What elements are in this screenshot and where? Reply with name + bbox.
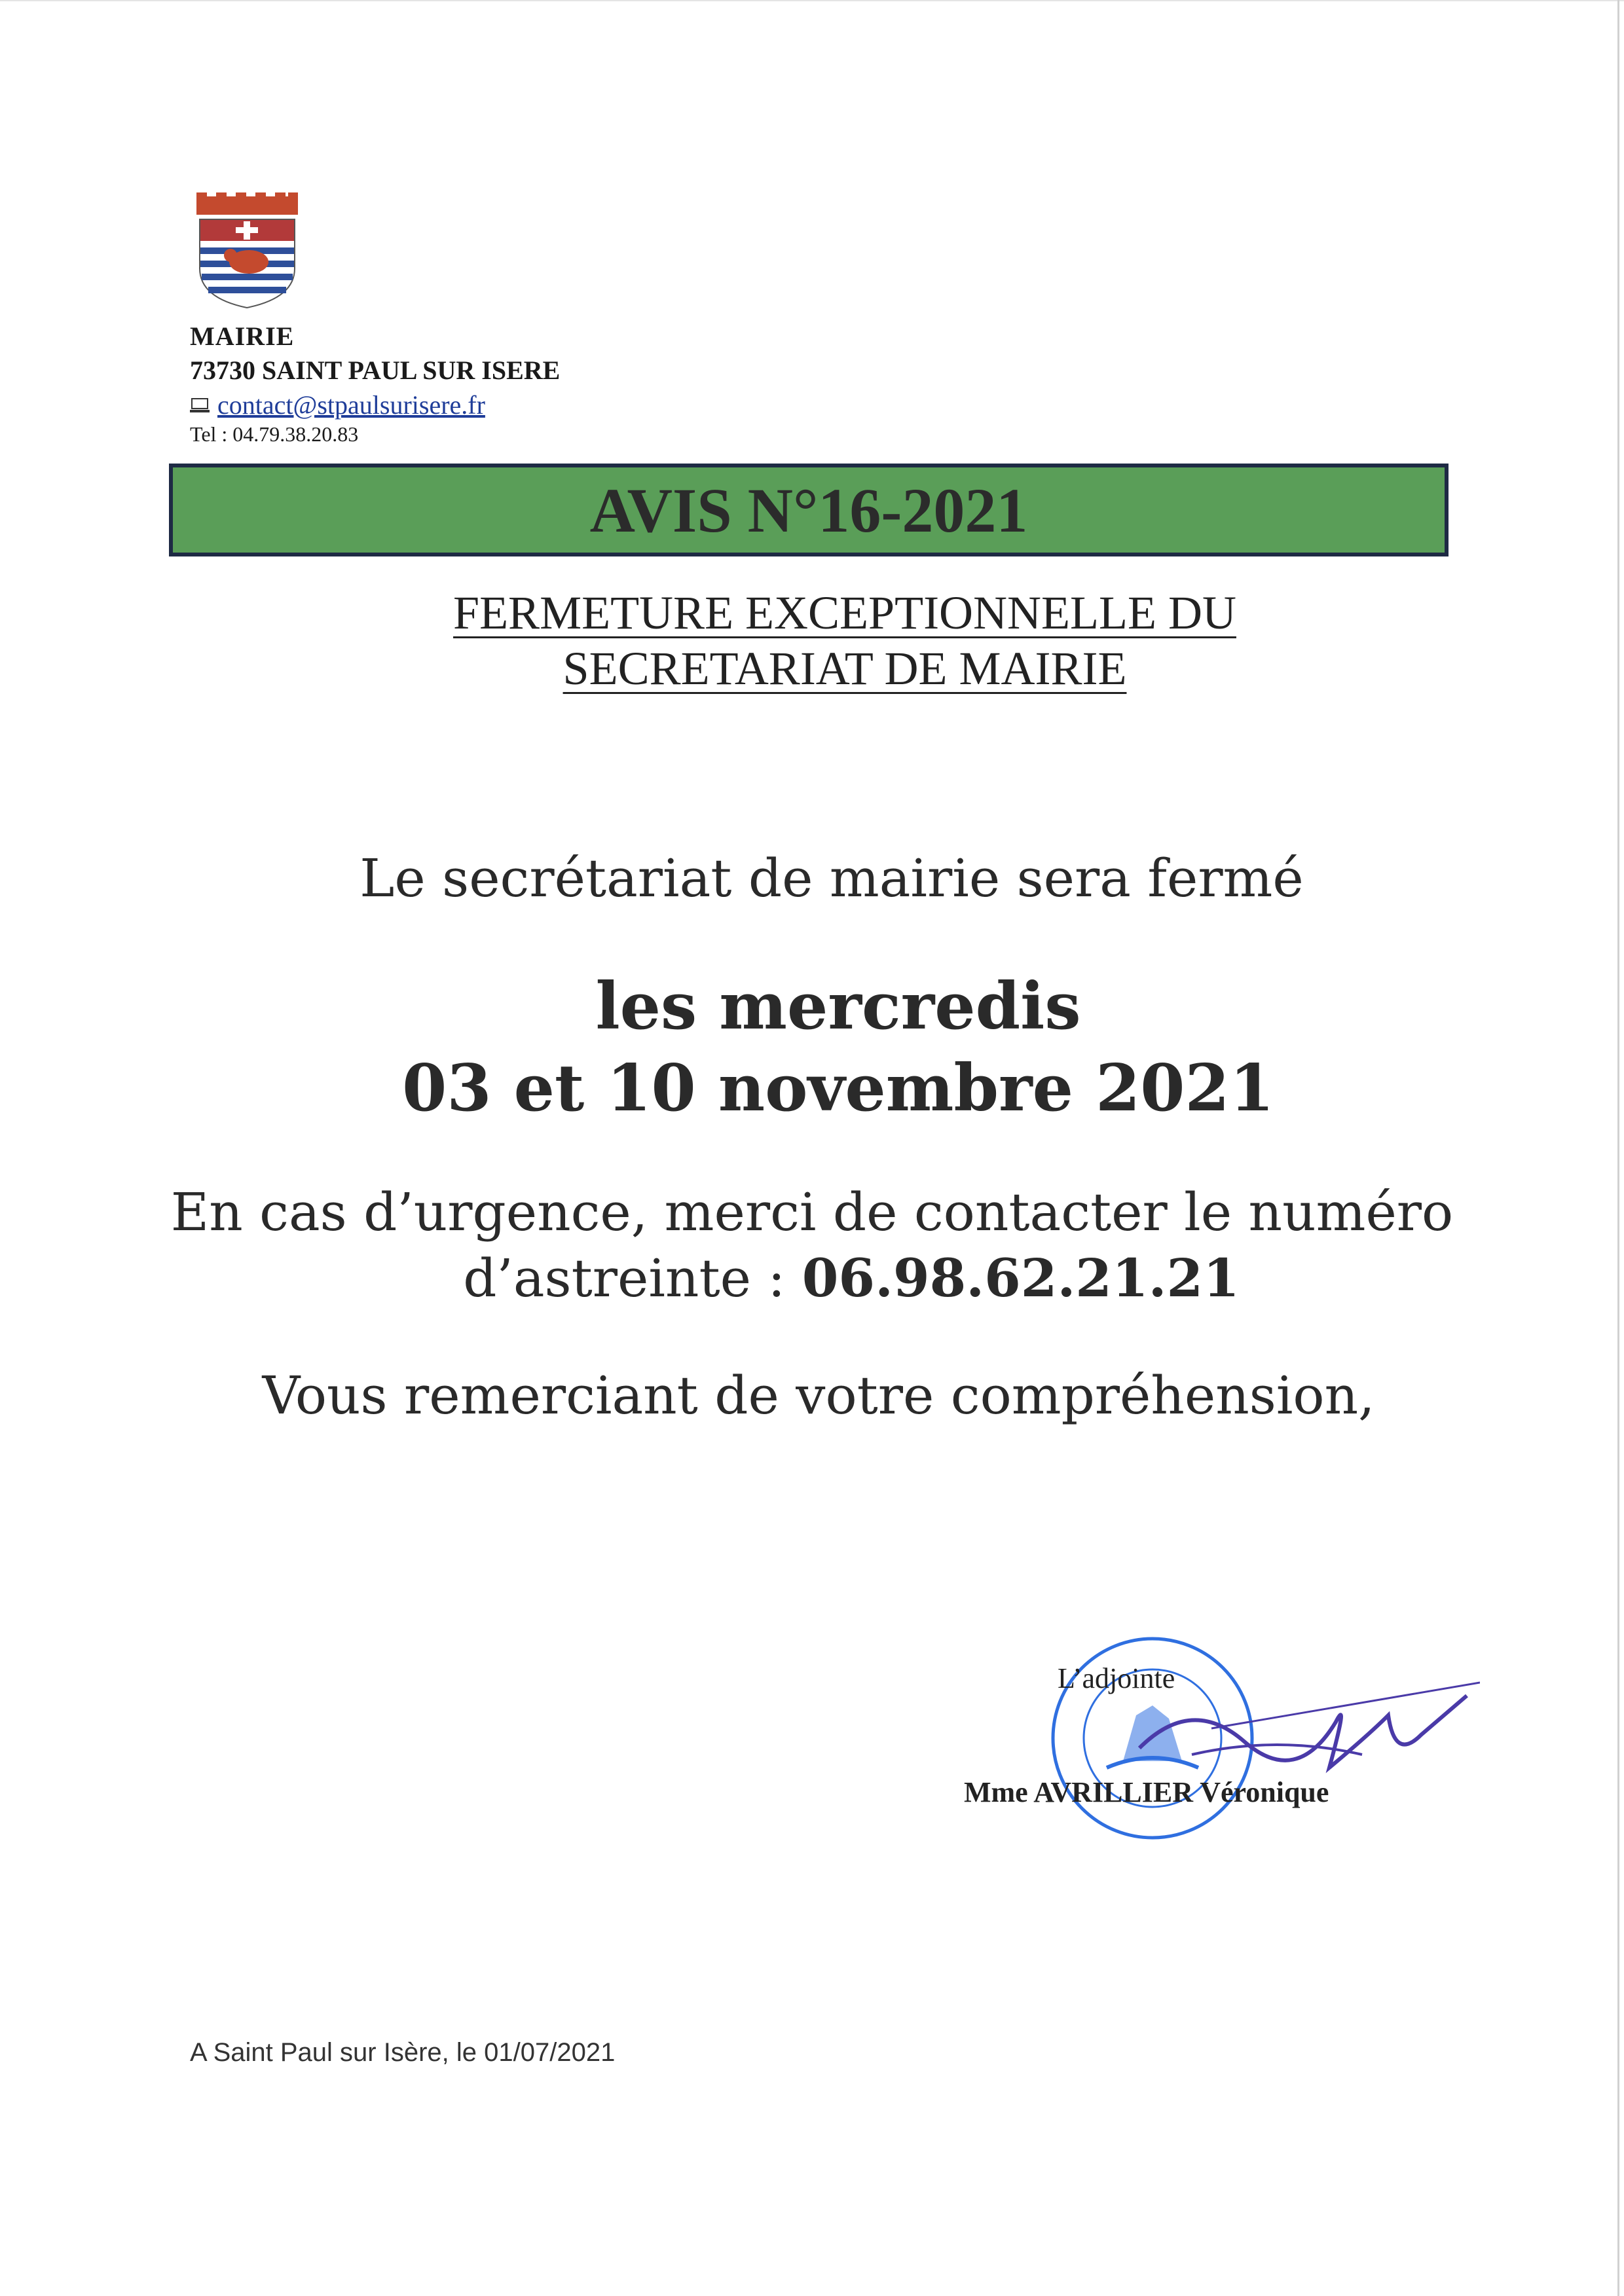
email-link[interactable]: contact@stpaulsurisere.fr <box>217 390 485 420</box>
email-line <box>190 390 485 420</box>
town-hall-label: MAIRIE <box>190 321 295 351</box>
notice-title: AVIS N°16-2021 <box>589 475 1028 545</box>
subtitle-line-1: FERMETURE EXCEPTIONNELLE DU <box>453 587 1236 639</box>
place-and-date: A Saint Paul sur Isère, le 01/07/2021 <box>190 2038 616 2067</box>
signatory-name: Mme AVRILLIER Véronique <box>964 1776 1329 1808</box>
urgency-line-1: En cas d’urgence, merci de contacter le numéro <box>170 1182 1454 1243</box>
phone-line: Tel : 04.79.38.20.83 <box>190 422 359 446</box>
town-address: 73730 SAINT PAUL SUR ISERE <box>190 355 561 385</box>
thanks-line: Vous remerciant de votre compréhension, <box>262 1365 1375 1426</box>
closure-statement: Le secrétariat de mairie sera fermé <box>360 848 1304 909</box>
computer-icon <box>190 397 210 413</box>
scan-edge-top <box>0 0 1624 1</box>
notice-banner <box>169 464 1449 556</box>
subtitle-line-2: SECRETARIAT DE MAIRIE <box>563 642 1127 695</box>
urgency-line-2 <box>0 1247 1624 1309</box>
closure-days: les mercredis <box>595 969 1081 1044</box>
urgency-prefix: d’astreinte : <box>463 1248 802 1309</box>
on-call-number: 06.98.62.21.21 <box>802 1247 1240 1309</box>
closure-dates: 03 et 10 novembre 2021 <box>402 1051 1274 1126</box>
signatory-role: L’adjointe <box>1058 1662 1175 1694</box>
municipal-crest-icon <box>190 190 304 311</box>
scan-edge-right <box>1617 0 1619 2296</box>
